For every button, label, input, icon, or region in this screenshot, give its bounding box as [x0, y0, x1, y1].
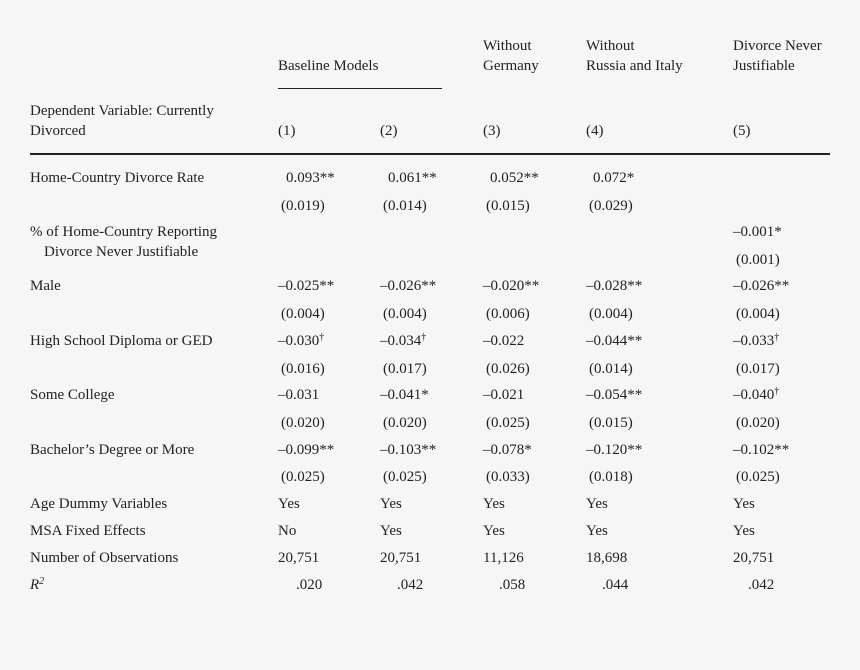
value-cell: .020 — [296, 577, 323, 593]
significance-dagger: † — [319, 332, 325, 343]
se-cell: (0.015) — [486, 198, 530, 214]
se-cell: (0.029) — [589, 198, 633, 214]
value-cell: Yes — [483, 523, 505, 539]
row-label: Divorce Never Justifiable — [44, 244, 199, 260]
value-cell: Yes — [483, 496, 505, 512]
coef-cell: –0.001* — [733, 224, 782, 240]
header-col4-line2: Russia and Italy — [586, 58, 683, 74]
coef-cell: –0.099** — [278, 442, 335, 458]
se-cell: (0.025) — [383, 469, 427, 485]
coef-cell: –0.044** — [586, 333, 643, 349]
value-cell: Yes — [586, 523, 608, 539]
header-col3-line2: Germany — [483, 58, 539, 74]
se-cell: (0.020) — [736, 415, 780, 431]
header-col3-line1: Without — [483, 38, 532, 54]
value-cell: Yes — [733, 496, 755, 512]
row-label: Some College — [30, 387, 115, 403]
coef-cell: –0.026** — [733, 278, 790, 294]
coef-cell: –0.040† — [733, 386, 780, 403]
row-label: Bachelor’s Degree or More — [30, 442, 195, 458]
se-cell: (0.006) — [486, 306, 530, 322]
coef-cell: –0.025** — [278, 278, 335, 294]
value-cell: Yes — [380, 523, 402, 539]
dependent-variable-label-line1: Dependent Variable: Currently — [30, 103, 214, 119]
value-cell: .044 — [602, 577, 629, 593]
header-group-underline — [278, 88, 442, 89]
value-cell: 20,751 — [278, 550, 320, 566]
coef-cell: –0.021 — [483, 387, 525, 403]
se-cell: (0.015) — [589, 415, 633, 431]
coef-cell: –0.020** — [483, 278, 540, 294]
r-squared-symbol: R — [30, 577, 40, 593]
coef-cell: 0.061** — [388, 170, 437, 186]
value-cell: 11,126 — [483, 550, 524, 566]
value-cell: 20,751 — [733, 550, 775, 566]
value-cell: No — [278, 523, 297, 539]
significance-dagger: † — [774, 386, 780, 397]
se-cell: (0.004) — [281, 306, 325, 322]
se-cell: (0.004) — [589, 306, 633, 322]
coef-cell: –0.103** — [380, 442, 437, 458]
se-cell: (0.020) — [281, 415, 325, 431]
se-cell: (0.018) — [589, 469, 633, 485]
coef-cell: 0.072* — [593, 170, 635, 186]
se-cell: (0.025) — [281, 469, 325, 485]
value-cell: Yes — [733, 523, 755, 539]
se-cell: (0.017) — [736, 361, 780, 377]
dependent-variable-label-line2: Divorced — [30, 123, 86, 139]
se-cell: (0.001) — [736, 252, 780, 268]
value-cell: 20,751 — [380, 550, 422, 566]
col-number-2: (2) — [380, 123, 398, 139]
col-number-5: (5) — [733, 123, 751, 139]
se-cell: (0.026) — [486, 361, 530, 377]
col-number-1: (1) — [278, 123, 296, 139]
value-cell: Yes — [278, 496, 300, 512]
value-cell: Yes — [586, 496, 608, 512]
row-label: MSA Fixed Effects — [30, 523, 146, 539]
se-cell: (0.016) — [281, 361, 325, 377]
se-cell: (0.025) — [486, 415, 530, 431]
header-baseline-models: Baseline Models — [278, 58, 379, 74]
row-label: Home-Country Divorce Rate — [30, 170, 205, 186]
coef-cell: –0.054** — [586, 387, 643, 403]
se-cell: (0.033) — [486, 469, 530, 485]
r-squared-superscript: 2 — [39, 576, 45, 587]
row-label: Age Dummy Variables — [30, 496, 168, 512]
row-label: High School Diploma or GED — [30, 333, 213, 349]
row-label-r-squared — [30, 575, 44, 595]
row-label: Male — [30, 278, 61, 294]
header-col5-line1: Divorce Never — [733, 38, 822, 54]
value-cell: 18,698 — [586, 550, 628, 566]
coef-cell: –0.026** — [380, 278, 437, 294]
se-cell: (0.004) — [736, 306, 780, 322]
significance-dagger: † — [421, 332, 427, 343]
coef-cell: –0.031 — [278, 387, 320, 403]
coef-cell: –0.078* — [483, 442, 532, 458]
coef-cell: –0.041* — [380, 387, 429, 403]
value-cell: .042 — [397, 577, 424, 593]
header-col4-line1: Without — [586, 38, 635, 54]
coef-cell: –0.102** — [733, 442, 790, 458]
se-cell: (0.014) — [589, 361, 633, 377]
col-number-3: (3) — [483, 123, 501, 139]
row-label: Number of Observations — [30, 550, 179, 566]
se-cell: (0.017) — [383, 361, 427, 377]
header-col5-line2: Justifiable — [733, 58, 795, 74]
se-cell: (0.004) — [383, 306, 427, 322]
coef-cell: 0.093** — [286, 170, 335, 186]
se-cell: (0.020) — [383, 415, 427, 431]
coef-cell: –0.030† — [278, 332, 325, 349]
row-label: % of Home-Country Reporting — [30, 224, 218, 240]
coef-cell: –0.028** — [586, 278, 643, 294]
significance-dagger: † — [774, 332, 780, 343]
se-cell: (0.025) — [736, 469, 780, 485]
header-rule — [30, 153, 830, 155]
coef-cell: 0.052** — [490, 170, 539, 186]
coef-cell: –0.034† — [380, 332, 427, 349]
coef-cell: –0.022 — [483, 333, 525, 349]
se-cell: (0.019) — [281, 198, 325, 214]
value-cell: .042 — [748, 577, 775, 593]
coef-cell: –0.033† — [733, 332, 780, 349]
coef-cell: –0.120** — [586, 442, 643, 458]
col-number-4: (4) — [586, 123, 604, 139]
se-cell: (0.014) — [383, 198, 427, 214]
value-cell: .058 — [499, 577, 526, 593]
value-cell: Yes — [380, 496, 402, 512]
